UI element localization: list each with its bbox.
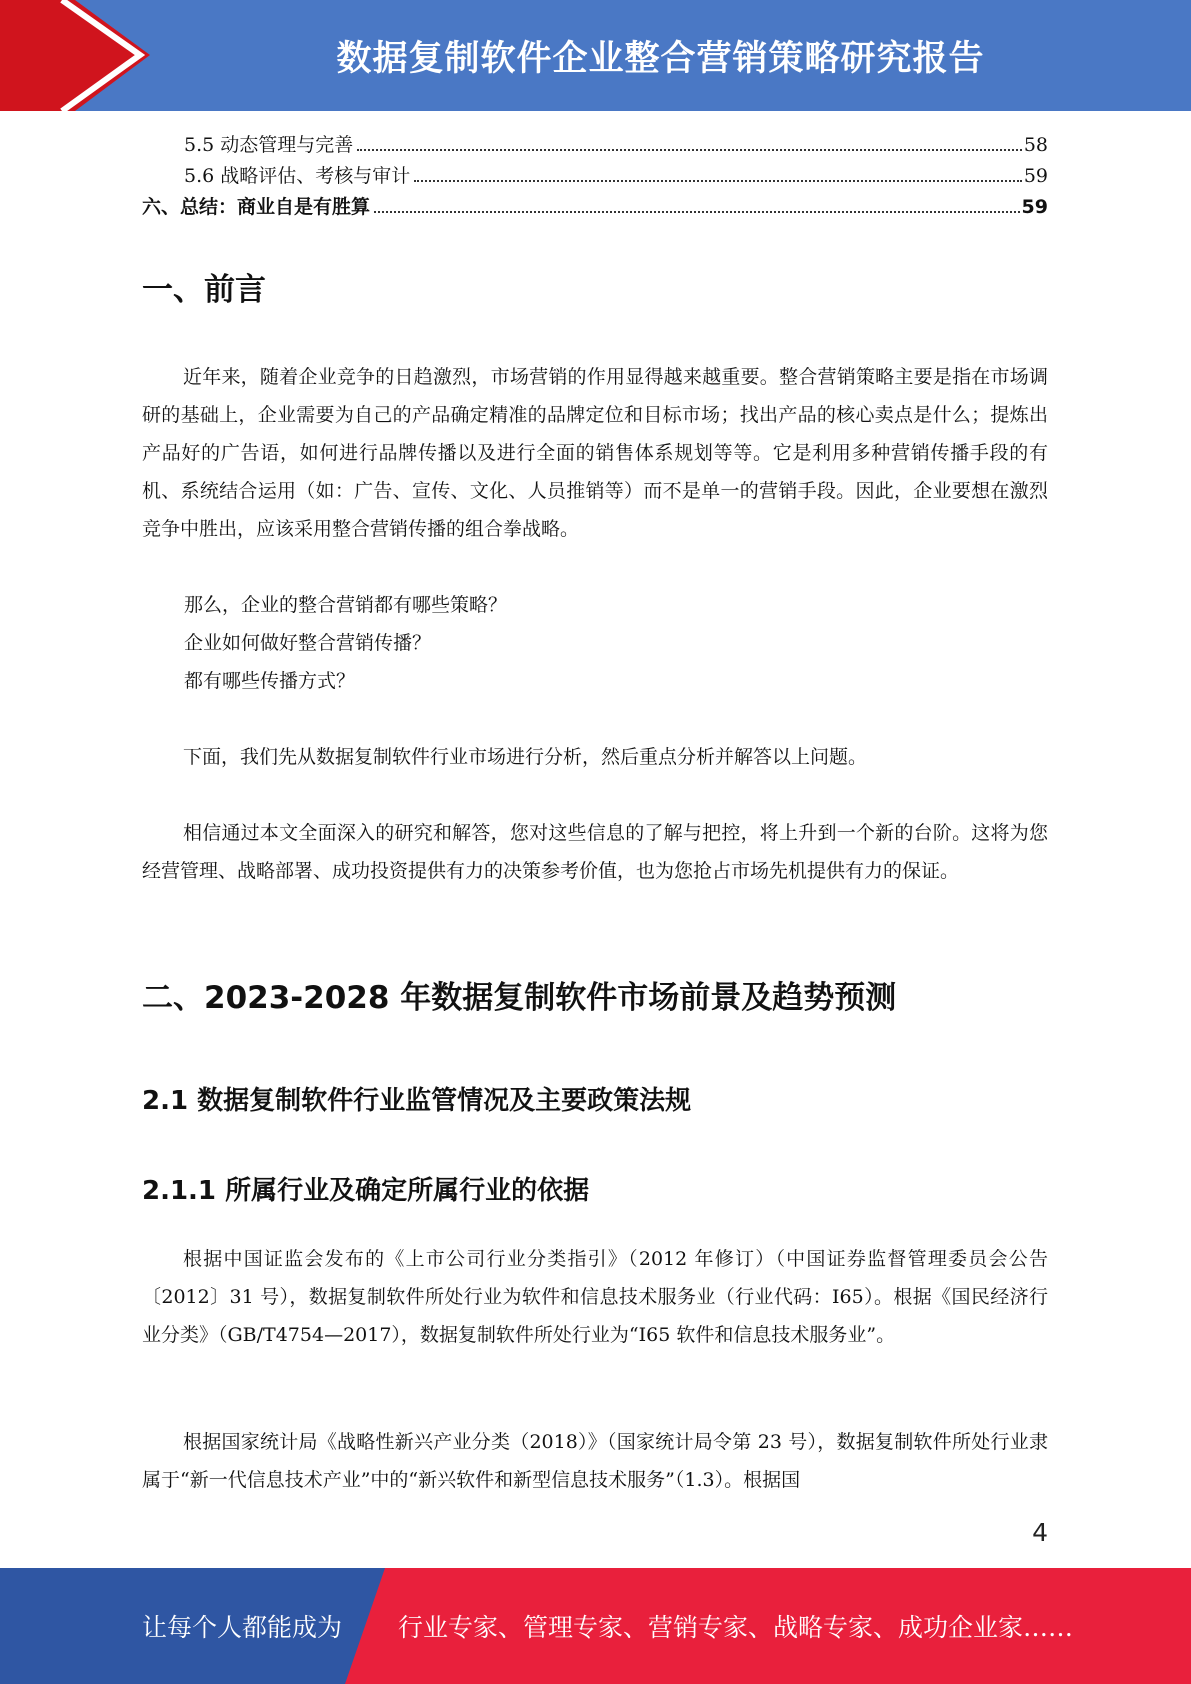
subsection-heading: 2.1 数据复制软件行业监管情况及主要政策法规 (142, 1086, 692, 1116)
toc-entry-title: 六、总结：商业自是有胜算 (142, 196, 371, 218)
toc-leader-dots (357, 149, 1022, 151)
question-line: 那么，企业的整合营销都有哪些策略？ (184, 594, 508, 616)
toc-entry-page: 58 (1023, 134, 1048, 156)
intro-paragraph: 下面，我们先从数据复制软件行业市场进行分析，然后重点分析并解答以上问题。 (183, 746, 868, 768)
toc-entry[interactable] (142, 161, 1048, 192)
report-title: 数据复制软件企业整合营销策略研究报告 (336, 38, 985, 79)
toc-entry-page: 59 (1021, 196, 1048, 218)
subsection-heading: 2.1.1 所属行业及确定所属行业的依据 (142, 1176, 590, 1206)
page-header (0, 0, 1191, 111)
toc-entry[interactable] (142, 192, 1048, 223)
toc-entry[interactable] (142, 130, 1048, 161)
toc-leader-dots (414, 180, 1022, 182)
toc-leader-dots (374, 211, 1020, 213)
page-number: 4 (1032, 1518, 1048, 1547)
body-paragraph: 根据中国证监会发布的《上市公司行业分类指引》（2012 年修订）（中国证券监督管理委员会公告〔2012〕31 号），数据复制软件所处行业为软件和信息技术服务业（行业代码：I65）。根据《国民经济行业分类》（GB/T4754—2017），数据复制软件所处行业为“I65 软件和信息技术服务业”。 (142, 1248, 1048, 1346)
preface-paragraph: 近年来，随着企业竞争的日趋激烈，市场营销的作用显得越来越重要。整合营销策略主要是指在市场调研的基础上，企业需要为自己的产品确定精准的品牌定位和目标市场；找出产品的核心卖点是什么；提炼出产品好的广告语，如何进行品牌传播以及进行全面的销售体系规划等等。它是利用多种营销传播手段的有机、系统结合运用（如：广告、宣传、文化、人员推销等）而不是单一的营销手段。因此，企业要想在激烈竞争中胜出，应该采用整合营销传播的组合拳战略。 (142, 366, 1048, 540)
toc-entry-title: 5.6 战略评估、考核与审计 (184, 165, 411, 187)
intro-paragraph: 相信通过本文全面深入的研究和解答，您对这些信息的了解与把控，将上升到一个新的台阶。这将为您经营管理、战略部署、成功投资提供有力的决策参考价值，也为您抢占市场先机提供有力的保证。 (142, 822, 1048, 882)
question-line: 企业如何做好整合营销传播？ (184, 632, 432, 654)
question-line: 都有哪些传播方式？ (184, 670, 356, 692)
body-paragraph: 根据国家统计局《战略性新兴产业分类（2018）》（国家统计局令第 23 号），数据复制软件所处行业隶属于“新一代信息技术产业”中的“新兴软件和新型信息技术服务”（1.3）。根据国 (142, 1431, 1048, 1491)
section-heading-market-outlook: 二、2023-2028 年数据复制软件市场前景及趋势预测 (142, 980, 897, 1016)
footer-slogan-left: 让每个人都能成为 (142, 1613, 343, 1642)
table-of-contents (142, 130, 1048, 223)
page-footer (0, 1568, 1191, 1684)
toc-entry-title: 5.5 动态管理与完善 (184, 134, 354, 156)
section-heading-preface: 一、前言 (142, 272, 266, 308)
footer-slogan-right: 行业专家、管理专家、营销专家、战略专家、成功企业家…… (398, 1613, 1074, 1642)
toc-entry-page: 59 (1023, 165, 1048, 187)
